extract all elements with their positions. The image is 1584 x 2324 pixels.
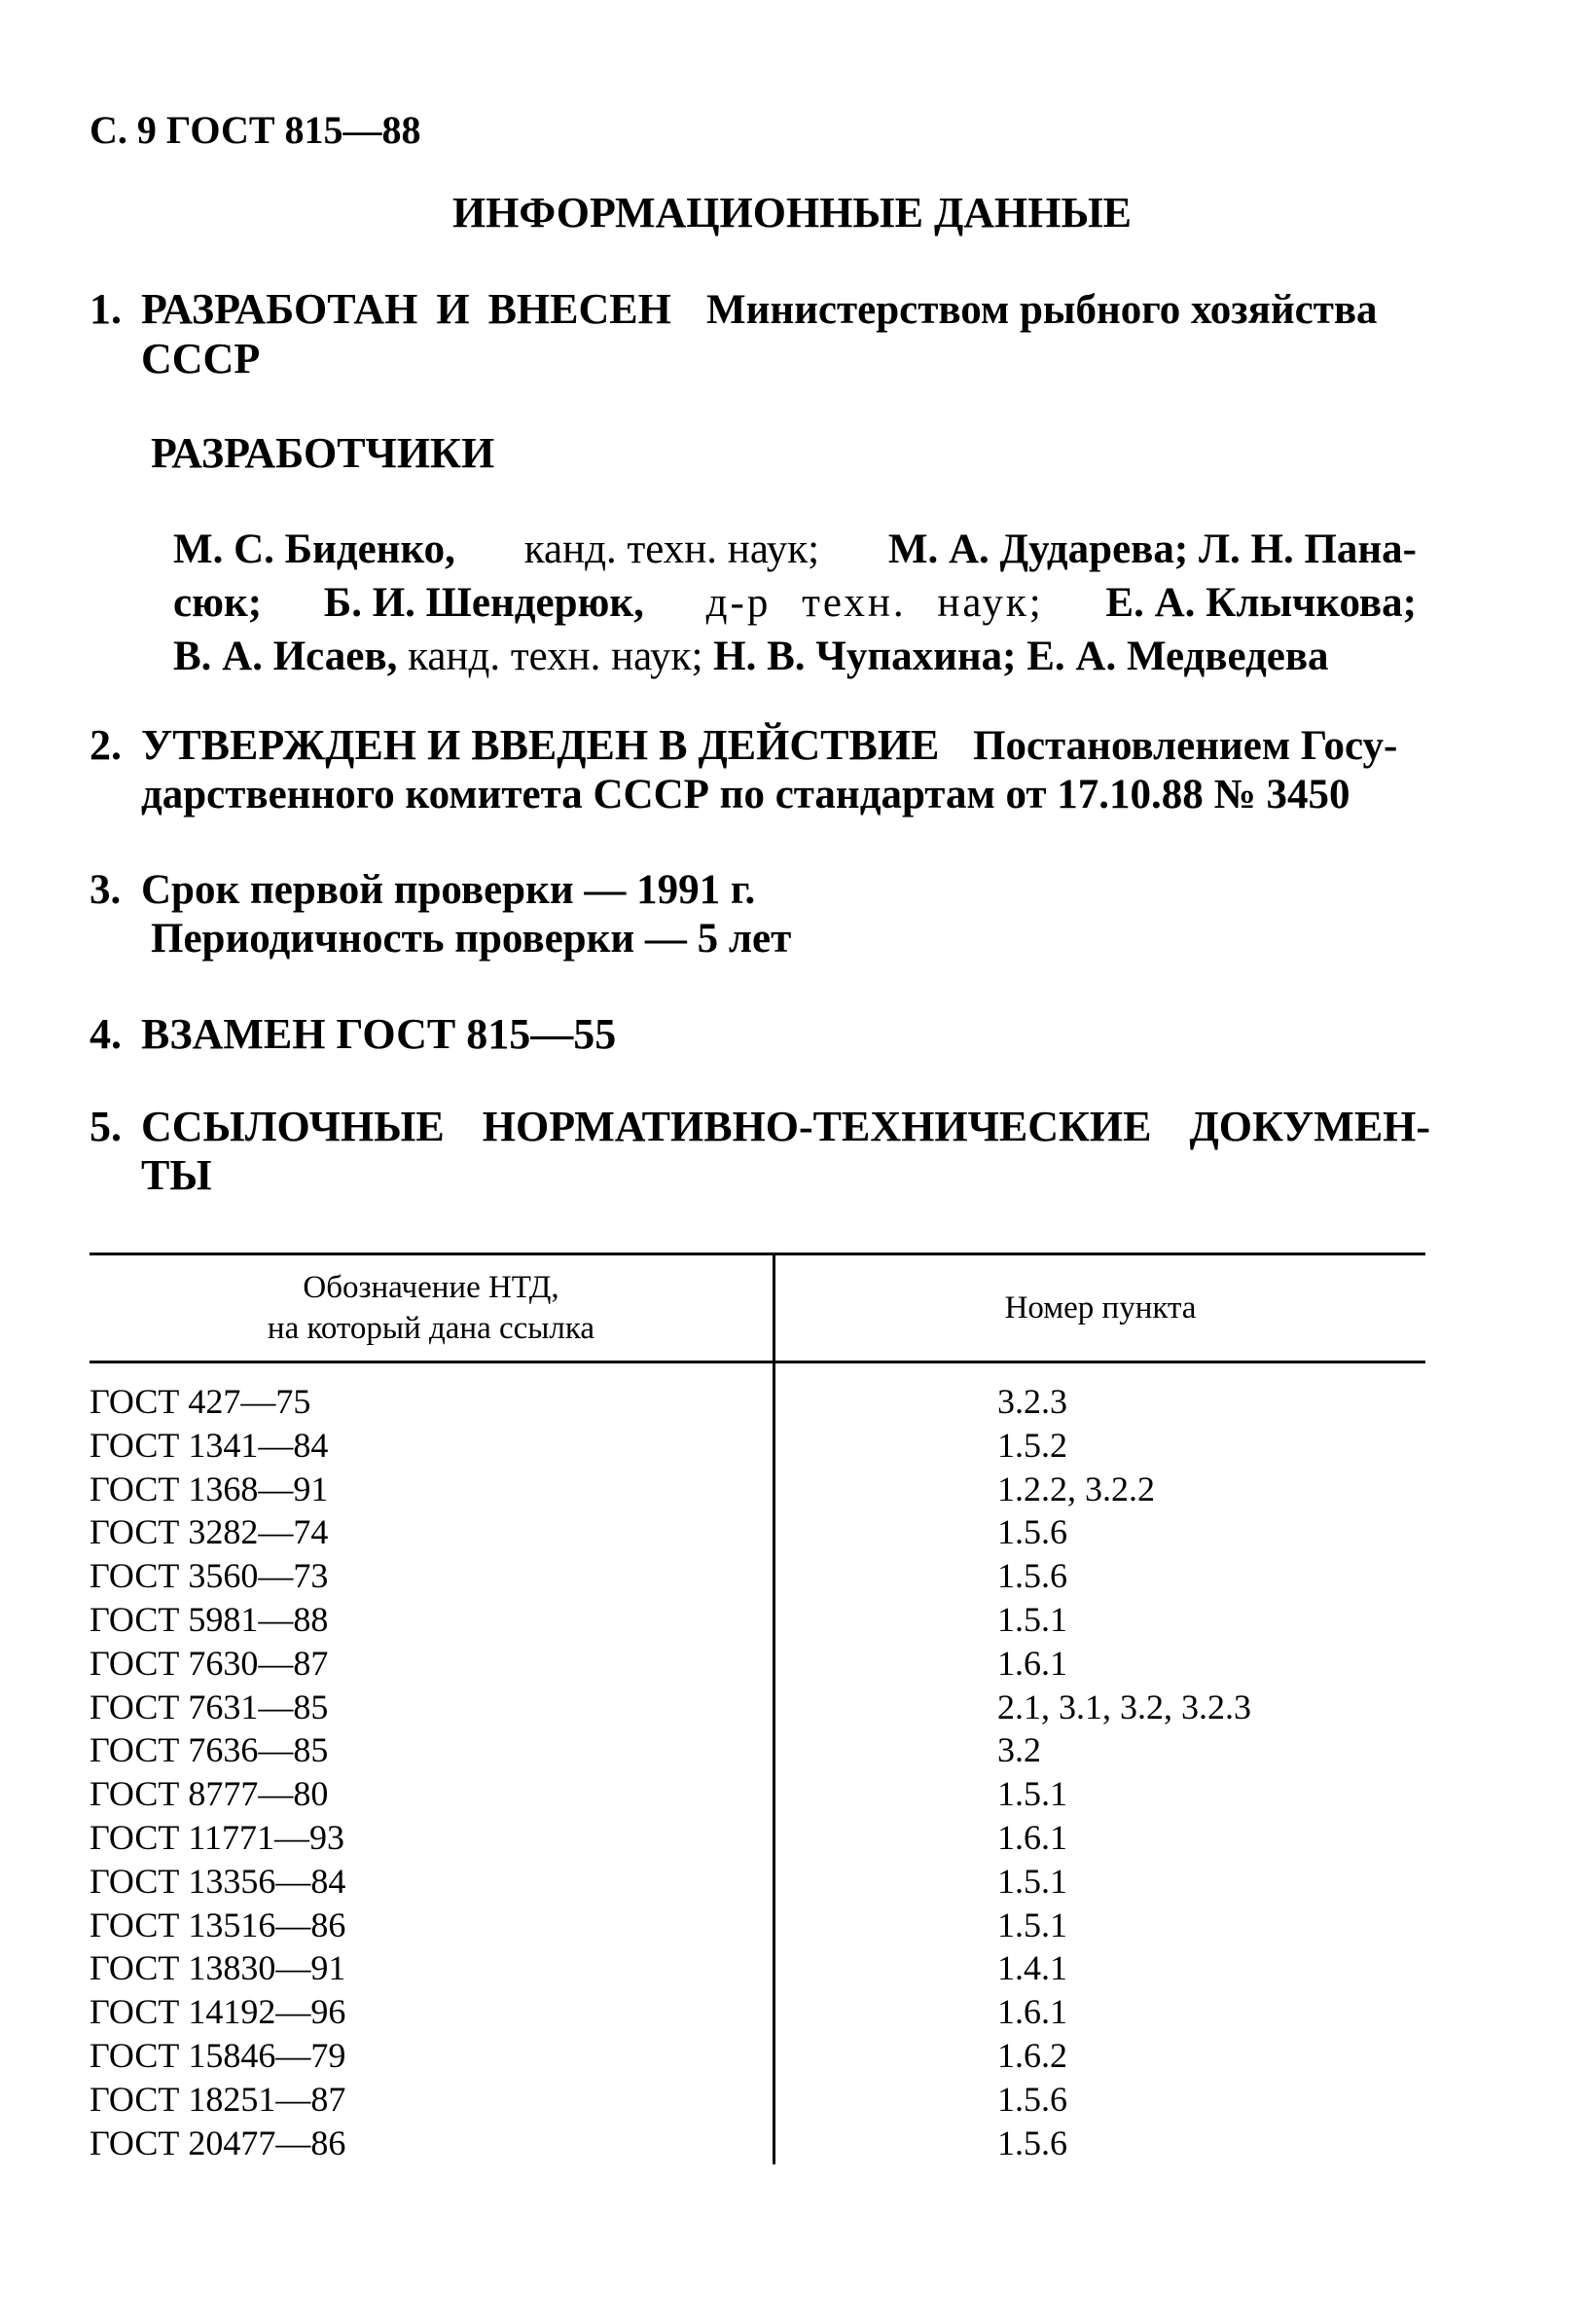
table-cell-item: 1.5.6: [997, 1512, 1067, 1552]
table-cell-item: 1.5.6: [997, 1556, 1067, 1596]
developer-degree: д-р техн. наук;: [705, 580, 1044, 626]
table-cell-item: 1.6.1: [997, 1643, 1067, 1683]
table-cell-doc: ГОСТ 7636—85: [90, 1730, 329, 1770]
section-2-lead: УТВЕРЖДЕН И ВВЕДЕН В ДЕЙСТВИЕ: [141, 721, 940, 769]
table-cell-doc: ГОСТ 20477—86: [90, 2123, 346, 2162]
developers-heading: РАЗРАБОТЧИКИ: [151, 429, 495, 477]
developer-degree: канд. техн. наук;: [408, 634, 703, 679]
table-cell-doc: ГОСТ 11771—93: [90, 1818, 345, 1857]
table-cell-doc: ГОСТ 13830—91: [90, 1948, 346, 1988]
developer-name: В. А. Исаев,: [173, 634, 398, 679]
table-cell-doc: ГОСТ 13516—86: [90, 1905, 346, 1944]
table-top-rule: [90, 1253, 1425, 1255]
table-cell-doc: ГОСТ 3282—74: [90, 1512, 329, 1552]
table-cell-item: 1.5.1: [997, 1861, 1067, 1901]
table-column-divider: [773, 1253, 775, 2164]
page-title: ИНФОРМАЦИОННЫЕ ДАННЫЕ: [451, 189, 1133, 236]
table-cell-item: 3.2: [997, 1730, 1041, 1770]
table-cell-item: 1.6.1: [997, 1992, 1067, 2032]
developer-degree: канд. техн. наук;: [523, 527, 820, 572]
table-cell-doc: ГОСТ 1368—91: [90, 1469, 329, 1508]
table-header-rule: [90, 1361, 1425, 1363]
table-cell-doc: ГОСТ 13356—84: [90, 1861, 346, 1901]
table-cell-item: 1.4.1: [997, 1948, 1067, 1988]
table-cell-item: 1.6.2: [997, 2036, 1067, 2075]
developer-name: Б. И. Шендерюк,: [323, 580, 644, 626]
table-cell-item: 1.5.6: [997, 2123, 1067, 2162]
table-cell-doc: ГОСТ 7631—85: [90, 1687, 329, 1726]
section-5-line-1-text: ССЫЛОЧНЫЕ НОРМАТИВНО-ТЕХНИЧЕСКИЕ ДОКУМЕН-: [141, 1103, 1431, 1150]
header-col1-line1: Обозначение НТД,: [303, 1270, 559, 1305]
table-cell-item: 1.5.6: [997, 2079, 1067, 2119]
table-cell-doc: ГОСТ 7630—87: [90, 1643, 329, 1683]
developer-name: Е. А. Клычкова;: [1105, 580, 1417, 626]
section-5-number: 5.: [90, 1103, 122, 1150]
section-3-number: 3.: [90, 867, 122, 913]
section-5-line-2: ТЫ: [141, 1151, 212, 1199]
table-header-col2: Номер пункта: [1004, 1290, 1197, 1325]
table-cell-doc: ГОСТ 14192—96: [90, 1992, 346, 2032]
table-cell-item: 1.5.1: [997, 1774, 1067, 1814]
developers-line-2: [173, 579, 1417, 627]
developer-name: сюк;: [173, 580, 263, 626]
developers-line-1: [173, 526, 1417, 573]
section-4-text: ВЗАМЕН ГОСТ 815—55: [141, 1010, 617, 1058]
table-cell-item: 1.5.2: [997, 1425, 1067, 1465]
section-3-line-2: Периодичность проверки — 5 лет: [151, 916, 792, 962]
table-cell-doc: ГОСТ 1341—84: [90, 1425, 329, 1465]
developer-name: М. С. Биденко,: [173, 527, 455, 572]
section-2-text: Постановлением Госу-: [973, 723, 1398, 769]
developer-name: М. А. Дударева; Л. Н. Пана-: [887, 527, 1417, 572]
table-cell-doc: ГОСТ 3560—73: [90, 1556, 329, 1596]
section-5-line-1: [141, 1102, 1431, 1151]
table-cell-doc: ГОСТ 8777—80: [90, 1774, 329, 1814]
page-header: С. 9 ГОСТ 815—88: [90, 108, 421, 152]
section-1-number: 1.: [90, 285, 122, 333]
section-2-number: 2.: [90, 721, 122, 769]
section-3-line-1: Срок первой проверки — 1991 г.: [141, 867, 756, 913]
table-cell-doc: ГОСТ 18251—87: [90, 2079, 346, 2119]
table-cell-item: 2.1, 3.1, 3.2, 3.2.3: [997, 1687, 1251, 1726]
header-col1-line2: на который дана ссылка: [267, 1311, 595, 1346]
table-cell-item: 3.2.3: [997, 1382, 1067, 1421]
section-1-lead: РАЗРАБОТАН И ВНЕСЕН: [141, 285, 671, 333]
table-cell-item: 1.5.1: [997, 1600, 1067, 1639]
table-cell-doc: ГОСТ 15846—79: [90, 2036, 346, 2075]
table-cell-item: 1.6.1: [997, 1818, 1067, 1857]
table-cell-item: 1.5.1: [997, 1905, 1067, 1944]
section-1-text-cont: СССР: [141, 335, 261, 382]
developers-line-3: [173, 633, 1329, 680]
table-cell-item: 1.2.2, 3.2.2: [997, 1469, 1155, 1508]
section-1-text: Министерством рыбного хозяйства: [706, 287, 1378, 333]
table-cell-doc: ГОСТ 427—75: [90, 1382, 311, 1421]
section-2-text-cont: дарственного комитета СССР по стандартам от 17.10.88 № 3450: [141, 772, 1350, 817]
section-4-number: 4.: [90, 1010, 122, 1058]
table-cell-doc: ГОСТ 5981—88: [90, 1600, 329, 1639]
developer-name: Н. В. Чупахина; Е. А. Медведева: [713, 634, 1329, 679]
table-header-col1: [90, 1267, 773, 1349]
